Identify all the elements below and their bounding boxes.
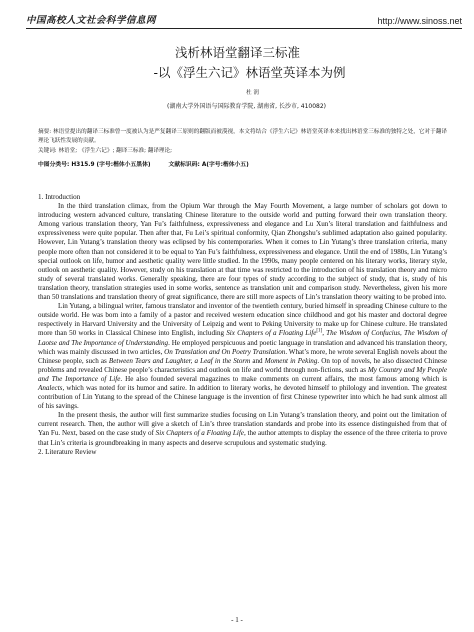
site-name: 中国高校人文社会科学信息网 — [26, 15, 157, 26]
text-run: , which was noted for its humor and satire. In addition to literary works, he devoted himself to philology and invention. The greatest contribution of Lin Yutang to the spread of the Chinese language is the invention of first Chinese typewriter into which he had sunk almost all of his savings. — [38, 383, 447, 411]
title-block — [38, 43, 447, 110]
text-run: . He also founded several magazines to make comments on current affairs, the most famous among which is — [120, 374, 447, 383]
text-run: and — [250, 356, 265, 365]
paper-body — [38, 193, 447, 457]
text-run: , — [322, 329, 327, 338]
document-code: 文献标识码: A(字号:楷体小五) — [168, 162, 249, 168]
article-title: On Translation and On Poetry Translation — [164, 347, 286, 356]
text-run: . What’s more, he wrote several English novels about the Chinese people, such as — [38, 347, 448, 365]
book-title: Moment in Peking — [264, 356, 318, 365]
book-title: My Country and My People and The Importance of Life — [38, 365, 448, 383]
page-number: - 1 - — [231, 616, 243, 624]
book-title: Between Tears and Laughter, a Leaf in the Storm — [108, 356, 251, 365]
paper-title: 浅析林语堂翻译三标准 — [174, 45, 300, 60]
text-run: , the author attempts to display the essence of the three criteria to prove that Lin’s criteria is groundbreaking in many aspects and deserve scrupulous and systematic studying. — [38, 429, 447, 447]
book-title: Six Chapters of a Floating Life — [226, 329, 317, 338]
paragraph — [38, 411, 447, 447]
paragraph: In the third translation climax, from the Opium War through the May Fourth Movement, a large number of scholars got down to introducing western advanced culture, translating Chinese literature to the outside world and putting forward their own translation theory. Among various translation theory, Yan Fu’s faithfulness, expressiveness and elegance and Lu Xun’s literal translation and faithfulness and expressiveness were quite popular. Then after that, Fu Lei’s spiritual conformity, Qian Zhongshu’s sublimed adaptation also gained popularity. However, Lin Yutang’s translation theory was eclipsed by his contemporaries. When it comes to Lin Yutang’s three translation criteria, many people more often than not considered it to be equal to Yan Fu’s faithfulness, expressiveness and elegance. Until the end of 1980s, Lin Yutang’s special outlook on life, humor and aesthetic quality were little studied. In the 1990s, many people centered on his literary works, literary style, outlook on aesthetic quality. However, study on his translation at that time was restricted to the introduction of his translation theory and micro study of several translated works. Generally speaking, there are four types of study according to the subject of study, that is, study of his translation theory, translation strategies used in some works, sentence as translation unit and comparison study. Nevertheless, given his more than 50 translations and translation theory of great significance, there are still more aspects of Lin’s translation theory waiting to be probed into. — [38, 202, 447, 302]
author: 杜 润 — [246, 90, 259, 96]
keywords: 关键词: 林语堂; 《浮生六记》; 翻译三标准; 翻译理论; — [38, 148, 173, 154]
magazine-title: Analects — [38, 383, 63, 392]
page-header — [26, 0, 462, 29]
book-title: The Wisdom of Confucius, The Wisdom of Laotse and The Importance of Understanding — [38, 329, 447, 347]
paper-subtitle: -以《浮生六记》林语堂英译本为例 — [153, 65, 346, 80]
classification-number: 中图分类号: H315.9 (字号:楷体小五黑体) — [38, 162, 151, 168]
text-run: . On top of novels, he also dissected Chinese problems and revealed Chinese people’s characteristics and outlook on life and world through non-fictions, such as — [38, 356, 447, 374]
section-heading: 2. Literature Review — [38, 447, 97, 456]
paragraph — [38, 302, 447, 411]
classification-row — [38, 161, 447, 170]
affiliation: (湖南大学外国语与国际教育学院, 湖南省, 长沙市, 410082) — [166, 103, 327, 110]
text-run: In the present thesis, the author will first summarize studies focusing on Lin Yutang’s translation theory, and point out the limitation of current research. Then, the author will give a sketch of Lin’s three translation standards and probe into its essence distinguished from that of Yan Fu. Next, based on the case study of — [38, 411, 447, 438]
abstract — [38, 128, 447, 170]
site-url[interactable]: http://www.sinoss.net — [377, 16, 462, 26]
section-heading: 1. Introduction — [38, 193, 81, 201]
text-run: Lin Yutang, a bilingual writer, famous translator and inventor of the twentieth century, buried himself in spreading Chinese culture to the outside world. He was born into a family of a pastor and received western education since childhood and got his master and doctoral degree respectively in Harvard University and the University of Leipzig and went to Peking University to make up for Chinese culture. He translated more than 50 works in Classical Chinese into English, including — [38, 302, 447, 338]
citation: [1] — [316, 329, 323, 335]
book-title: Six Chapters of a Floating Life — [155, 429, 244, 438]
abstract-text: 摘要: 林语堂提出的翻译三标准曾一度被认为是严复翻译三原则的翻版而被漠视，本文将结合《浮生六记》林语堂英译本来找出林语堂三标准的独特之处，它对于翻译理论飞跃性发展的贡献。 — [38, 129, 447, 144]
text-run: . He employed perspicuous and poetic language in translation and advanced his translation theory, which was mainly discussed in two articles, — [38, 338, 447, 356]
